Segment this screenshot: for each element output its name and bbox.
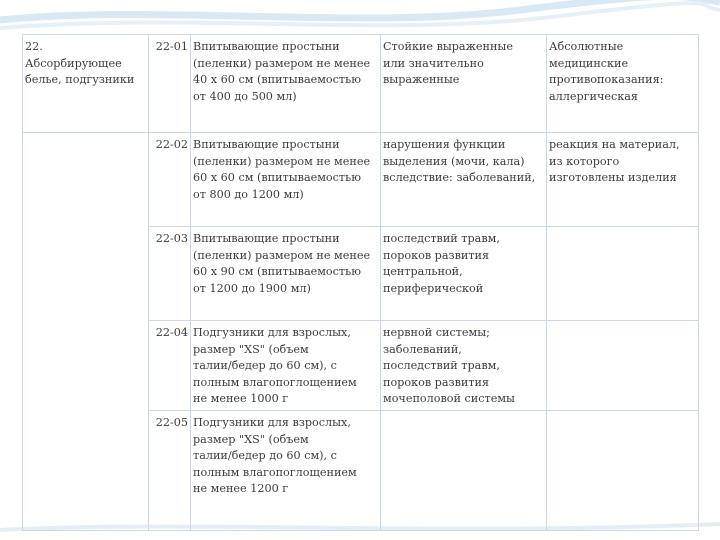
indication-text: нервной системы; заболеваний, последствий травм, пороков развития мочеполовой системы (383, 326, 515, 405)
product-code: 22-02 (155, 138, 188, 151)
product-code: 22-03 (155, 232, 188, 245)
product-code: 22-04 (155, 326, 188, 339)
product-cell (191, 411, 381, 531)
product-cell (191, 321, 381, 411)
category-cell (23, 133, 149, 531)
code-cell (149, 35, 191, 133)
indication-text: последствий травм, пороков развития центральной, периферической (383, 232, 500, 295)
contraindication-text: реакция на материал, из которого изготовлены изделия (549, 138, 680, 184)
contraindication-cell (547, 321, 699, 411)
code-cell (149, 411, 191, 531)
document-page (22, 34, 698, 530)
indication-text: Стойкие выраженные или значительно выраженные (383, 40, 513, 86)
indication-text: нарушения функции выделения (мочи, кала) вследствие: заболеваний, (383, 138, 536, 184)
product-description: Подгузники для взрослых, размер "XS" (объем талии/бедер до 60 см), с полным влагопоглощением не менее 1000 г (193, 326, 357, 405)
contraindication-cell (547, 227, 699, 321)
code-cell (149, 133, 191, 227)
code-cell (149, 227, 191, 321)
contraindication-cell (547, 411, 699, 531)
product-cell (191, 133, 381, 227)
category-text: 22. Абсорбирующее белье, подгузники (25, 40, 135, 86)
product-description: Впитывающие простыни (пеленки) размером не менее 60 х 60 см (впитываемостью от 800 до 1200 мл) (193, 138, 371, 201)
table-row (23, 35, 699, 133)
product-description: Подгузники для взрослых, размер "XS" (объем талии/бедер до 60 см), с полным влагопоглощением не менее 1200 г (193, 416, 357, 495)
product-code: 22-05 (155, 416, 188, 429)
product-cell (191, 35, 381, 133)
indication-cell (381, 35, 547, 133)
indication-cell (381, 227, 547, 321)
product-description: Впитывающие простыни (пеленки) размером не менее 60 х 90 см (впитываемостью от 1200 до 1900 мл) (193, 232, 371, 295)
products-table (22, 34, 699, 531)
contraindication-cell (547, 133, 699, 227)
indication-cell (381, 133, 547, 227)
contraindication-cell (547, 35, 699, 133)
indication-cell (381, 321, 547, 411)
category-cell (23, 35, 149, 133)
code-cell (149, 321, 191, 411)
contraindication-text: Абсолютные медицинские противопоказания: аллергическая (549, 40, 664, 103)
product-cell (191, 227, 381, 321)
indication-cell (381, 411, 547, 531)
table-row (23, 133, 699, 227)
product-description: Впитывающие простыни (пеленки) размером не менее 40 х 60 см (впитываемостью от 400 до 500 мл) (193, 40, 371, 103)
product-code: 22-01 (155, 40, 188, 53)
